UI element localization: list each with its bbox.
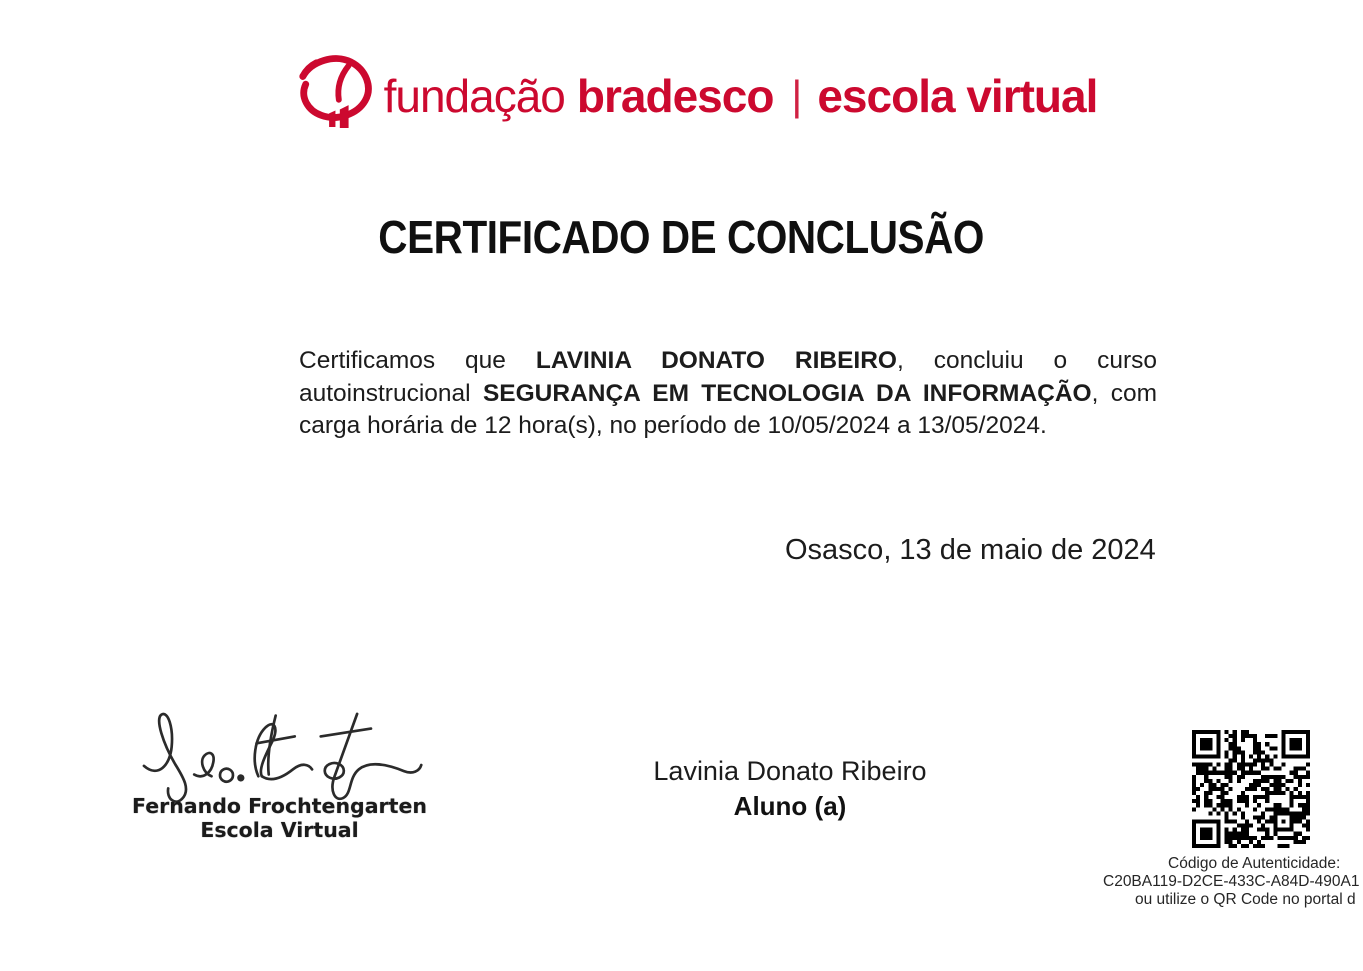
body-line-1-pre: Certificamos que xyxy=(299,347,536,374)
body-line-2-pre: autoinstrucional xyxy=(299,379,483,407)
signature-scribble xyxy=(115,700,445,804)
body-line-3-text: carga horária de 12 hora(s), no período de 10/05/2024 a 13/05/2024. xyxy=(299,412,1047,440)
logo-wordmark xyxy=(374,54,1098,122)
certificate-body xyxy=(299,345,1157,443)
body-line-3 xyxy=(299,410,1157,443)
qr-code xyxy=(1192,730,1310,848)
body-line-1 xyxy=(299,345,1157,378)
body-line-1-post: , concluiu o curso xyxy=(896,347,1157,374)
body-line-2 xyxy=(299,378,1157,411)
authenticity-label: Código de Autenticidade: xyxy=(1168,855,1341,872)
fundacao-bradesco-logo xyxy=(292,54,1098,128)
student-name: Lavinia Donato Ribeiro xyxy=(653,756,927,786)
body-line-2-post: , com xyxy=(1091,379,1157,407)
student-role: Aluno (a) xyxy=(733,790,847,821)
course-name-bold: SEGURANÇA EM TECNOLOGIA DA INFORMAÇÃO xyxy=(482,379,1092,407)
certificate-title-text: CERTIFICADO DE CONCLUSÃO xyxy=(378,211,985,263)
certificate-title xyxy=(0,210,1363,264)
authenticity-qr-hint: ou utilize o QR Code no portal d xyxy=(1135,891,1356,908)
logo-word-escola-virtual: escola virtual xyxy=(817,70,1098,122)
fundacao-bradesco-tree-icon xyxy=(292,54,374,128)
student-name-bold: LAVINIA DONATO RIBEIRO xyxy=(535,347,897,374)
signature-block xyxy=(112,700,447,841)
header-logo xyxy=(0,54,1363,134)
authenticity-code: C20BA119-D2CE-433C-A84D-490A1 xyxy=(1103,873,1360,890)
logo-word-bradesco: bradesco xyxy=(576,70,774,122)
logo-separator: | xyxy=(791,72,802,119)
signer-name: Fernando Frochtengarten xyxy=(132,794,427,818)
date-line: Osasco, 13 de maio de 2024 xyxy=(785,534,1156,566)
signer-org: Escola Virtual xyxy=(200,817,359,842)
student-block xyxy=(635,757,945,822)
logo-word-fundacao: fundação xyxy=(383,70,565,122)
